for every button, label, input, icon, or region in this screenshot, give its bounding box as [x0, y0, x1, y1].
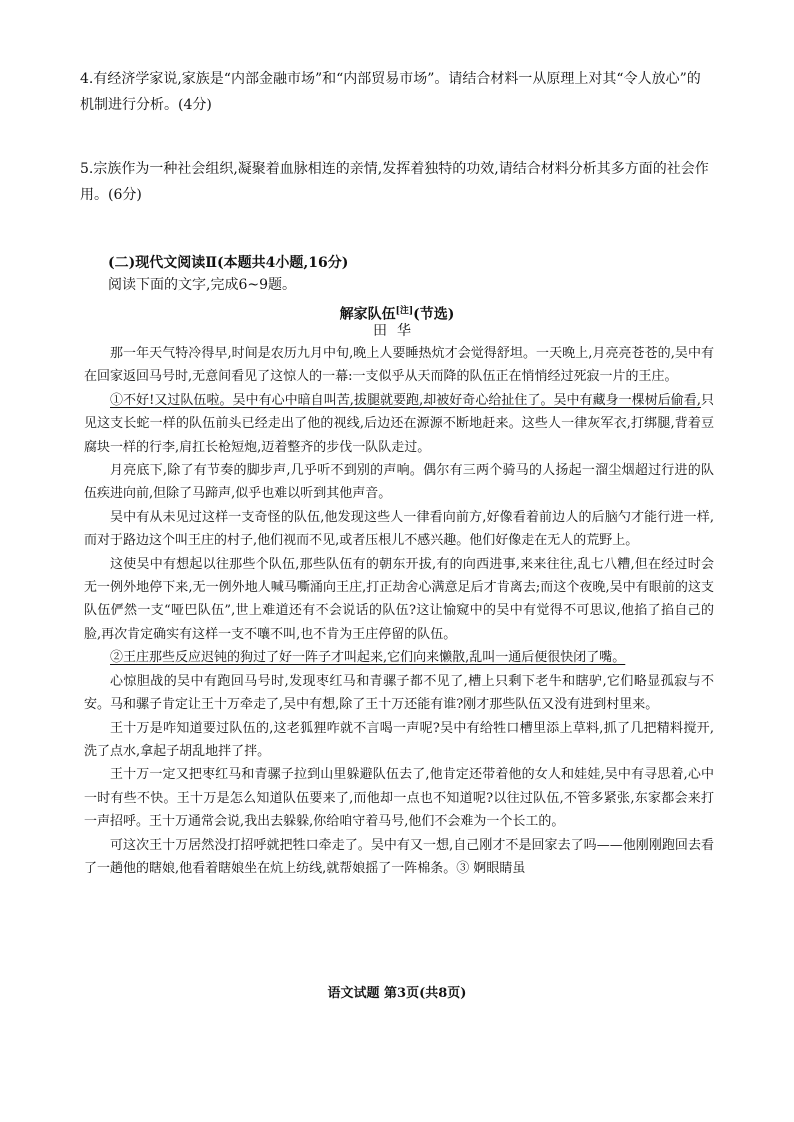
passage-body — [84, 342, 714, 880]
passage-paragraph: 心惊胆战的吴中有跑回马号时,发现枣红马和青骡子都不见了,槽上只剩下老牛和瞎驴,它们略显孤寂与不安。马和骡子肯定让王十万牵走了,吴中有想,除了王十万还能有谁?刚才那些队伍又没有进到村里来。 — [84, 673, 714, 713]
passage-author: 田华 — [373, 323, 421, 339]
passage-paragraph: 吴中有从未见过这样一支奇怪的队伍,他发现这些人一律看向前方,好像看着前边人的后脑勺才能行进一样,而对于路边这个叫王庄的村子,他们视而不见,或者压根儿不感兴趣。他们好像走在无人的荒野上。 — [84, 509, 714, 549]
question-5: 5.宗族作为一种社会组织,凝聚着血脉相连的亲情,发挥着独特的功效,请结合材料分析其多方面的社会作用。(6分) — [80, 161, 709, 203]
passage-paragraph: 王十万是咋知道要过队伍的,这老狐狸咋就不言喝一声呢?吴中有给牲口槽里添上草料,抓了几把精料搅开,洗了点水,拿起子胡乱地拌了拌。 — [84, 720, 714, 759]
passage-paragraph: 那一年天气特冷得早,时间是农历九月中旬,晚上人要睡热炕才会觉得舒坦。一天晚上,月亮亮苍苍的,吴中有在回家返回马号时,无意间看见了这惊人的一幕:一支似乎从天而降的队伍正在悄悄经过死寂一片的王庄。 — [84, 346, 714, 385]
title-suffix: (节选) — [413, 306, 455, 323]
reading-instruction: 阅读下面的文字,完成6~9题。 — [108, 277, 296, 293]
title-note: [注] — [395, 306, 414, 316]
passage-paragraph: 王十万一定又把枣红马和青骡子拉到山里躲避队伍去了,他肯定还带着他的女人和娃娃,吴中有寻思着,心中一时有些不快。王十万是怎么知道队伍要来了,而他却一点也不知道呢?以往过队伍,不管多紧张,东家都会来打一声招呼。王十万通常会说,我出去躲躲,你给咱守着马号,他们不会难为一个长工的。 — [84, 767, 714, 830]
title-text: 解家队伍 — [339, 306, 396, 323]
section-heading: (二)现代文阅读Ⅱ(本题共4小题,16分) — [108, 255, 349, 271]
passage-paragraph: ①不好!又过队伍啦。吴中有心中暗自叫苦,拔腿就要跑,却被好奇心给扯住了。吴中有藏身一棵树后偷看,只见这支长蛇一样的队伍前头已经走出了他的视线,后边还在源源不断地赶来。这些人一律灰军衣,打绑腿,背着豆腐块一样的行李,肩扛长枪短炮,迈着整齐的步伐一队队走过。 — [84, 392, 714, 455]
passage-paragraph — [84, 646, 714, 669]
passage-paragraph: 月亮底下,除了有节奏的脚步声,几乎听不到别的声响。偶尔有三两个骑马的人扬起一溜尘烟超过行进的队伍疾进向前,但除了马蹄声,似乎也难以听到其他声音。 — [84, 463, 714, 502]
underlined-sentence-1: ①不好!又过队伍啦。吴中有心中暗自叫苦,拔腿就要跑,却被好奇心给扯住了。吴中有藏身一棵树后偷看, — [110, 392, 701, 408]
passage-paragraph: 可这次王十万居然没打招呼就把牲口牵走了。吴中有又一想,自己刚才不是回家去了吗——他刚刚跑回去看了一趟他的瞎娘,他看着瞎娘坐在炕上纺线,就帮娘摇了一阵棉条。③ 婀眼睛虽 — [84, 837, 714, 876]
passage-paragraph: 这使吴中有想起以往那些个队伍,那些队伍有的朝东开拔,有的向西进事,来来往往,乱七八糟,但在经过时会无一例外地停下来,无一例外地人喊马嘶涌向王庄,打正劫舍心满意足后才肯离去;而这个夜晚,吴中有眼前的这支队伍俨然一支“哑巴队伍”,世上难道还有不会说话的队伍?这让愉窥中的吴中有觉得不可思议,他掐了掐自己的脸,再次肯定确实有这样一支不嚷不叫,也不肯为王庄停留的队伍。 — [84, 556, 714, 642]
page-footer: 语文试题 第3页(共8页) — [327, 986, 467, 1001]
question-4: 4.有经济学家说,家族是“内部金融市场”和“内部贸易市场”。请结合材料一从原理上对其“令人放心”的机制进行分析。(4分) — [80, 71, 701, 113]
underlined-sentence-2: ②王庄那些反应迟钝的狗过了好一阵子才叫起来,它们向来懒散,乱叫一通后便很快闭了嘴。 — [110, 650, 626, 666]
